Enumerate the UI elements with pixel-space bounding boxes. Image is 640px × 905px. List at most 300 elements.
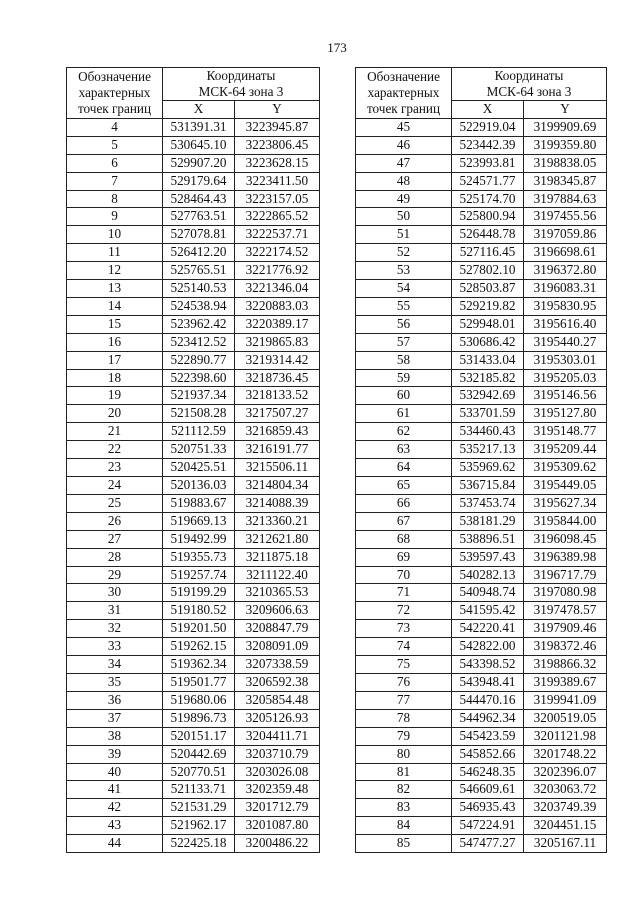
coordinate-y: 3196389.98 bbox=[524, 548, 607, 566]
coordinate-y: 3204411.71 bbox=[235, 727, 320, 745]
coordinate-x: 535217.13 bbox=[452, 441, 524, 459]
coordinate-y: 3221776.92 bbox=[235, 262, 320, 280]
table-row bbox=[356, 494, 607, 512]
coordinate-y: 3200519.05 bbox=[524, 709, 607, 727]
header-point-designation-line: Обозначение bbox=[78, 68, 151, 84]
coordinate-y: 3195209.44 bbox=[524, 441, 607, 459]
point-number: 46 bbox=[356, 136, 452, 154]
coordinate-y: 3208847.79 bbox=[235, 620, 320, 638]
coordinate-x: 529219.82 bbox=[452, 297, 524, 315]
header-x: X bbox=[163, 101, 235, 119]
table-row bbox=[356, 208, 607, 226]
header-point-designation-line: характерных bbox=[367, 84, 440, 100]
coordinate-x: 523442.39 bbox=[452, 136, 524, 154]
coordinate-x: 525140.53 bbox=[163, 280, 235, 298]
coordinate-x: 528503.87 bbox=[452, 280, 524, 298]
table-row bbox=[356, 154, 607, 172]
table-row bbox=[67, 745, 320, 763]
table-row bbox=[356, 369, 607, 387]
table-row bbox=[67, 709, 320, 727]
table-row bbox=[356, 477, 607, 495]
coordinate-y: 3222865.52 bbox=[235, 208, 320, 226]
header-coordinates-line: Координаты bbox=[494, 68, 564, 83]
header-coordinates-line: МСК-64 зона 3 bbox=[198, 84, 284, 99]
table-row bbox=[67, 835, 320, 853]
coordinate-y: 3195627.34 bbox=[524, 494, 607, 512]
point-number: 14 bbox=[67, 297, 163, 315]
table-row bbox=[67, 459, 320, 477]
coordinate-x: 539597.43 bbox=[452, 548, 524, 566]
point-number: 76 bbox=[356, 673, 452, 691]
table-row bbox=[67, 190, 320, 208]
table-row bbox=[356, 781, 607, 799]
coordinate-y: 3223411.50 bbox=[235, 172, 320, 190]
table-row bbox=[356, 387, 607, 405]
coordinates-table-left bbox=[66, 67, 320, 853]
point-number: 5 bbox=[67, 136, 163, 154]
point-number: 10 bbox=[67, 226, 163, 244]
coordinate-y: 3203749.39 bbox=[524, 799, 607, 817]
coordinate-y: 3214804.34 bbox=[235, 477, 320, 495]
coordinate-x: 526412.20 bbox=[163, 244, 235, 262]
table-row bbox=[67, 172, 320, 190]
coordinate-x: 519680.06 bbox=[163, 691, 235, 709]
coordinate-x: 520425.51 bbox=[163, 459, 235, 477]
point-number: 65 bbox=[356, 477, 452, 495]
coordinate-x: 533701.59 bbox=[452, 405, 524, 423]
coordinate-x: 529907.20 bbox=[163, 154, 235, 172]
coordinate-y: 3216191.77 bbox=[235, 441, 320, 459]
point-number: 73 bbox=[356, 620, 452, 638]
point-number: 56 bbox=[356, 315, 452, 333]
coordinate-y: 3195148.77 bbox=[524, 423, 607, 441]
point-number: 71 bbox=[356, 584, 452, 602]
point-number: 83 bbox=[356, 799, 452, 817]
coordinate-x: 532942.69 bbox=[452, 387, 524, 405]
point-number: 85 bbox=[356, 835, 452, 853]
table-row bbox=[67, 512, 320, 530]
table-row bbox=[356, 673, 607, 691]
coordinate-y: 3223806.45 bbox=[235, 136, 320, 154]
coordinate-x: 546609.61 bbox=[452, 781, 524, 799]
coordinates-table-right bbox=[355, 67, 607, 853]
coordinate-x: 530645.10 bbox=[163, 136, 235, 154]
table-row bbox=[356, 584, 607, 602]
coordinate-y: 3195146.56 bbox=[524, 387, 607, 405]
coordinate-x: 521962.17 bbox=[163, 817, 235, 835]
coordinate-y: 3213360.21 bbox=[235, 512, 320, 530]
coordinate-y: 3204451.15 bbox=[524, 817, 607, 835]
point-number: 42 bbox=[67, 799, 163, 817]
coordinate-x: 544470.16 bbox=[452, 691, 524, 709]
coordinate-x: 544962.34 bbox=[452, 709, 524, 727]
coordinate-y: 3195440.27 bbox=[524, 333, 607, 351]
coordinate-x: 531391.31 bbox=[163, 118, 235, 136]
coordinate-y: 3195127.80 bbox=[524, 405, 607, 423]
point-number: 40 bbox=[67, 763, 163, 781]
coordinate-y: 3201087.80 bbox=[235, 817, 320, 835]
header-x: X bbox=[452, 101, 524, 119]
table-row bbox=[356, 351, 607, 369]
coordinate-y: 3205167.11 bbox=[524, 835, 607, 853]
coordinate-y: 3206592.38 bbox=[235, 673, 320, 691]
point-number: 19 bbox=[67, 387, 163, 405]
table-row bbox=[356, 548, 607, 566]
coordinate-x: 537453.74 bbox=[452, 494, 524, 512]
coordinate-y: 3201748.22 bbox=[524, 745, 607, 763]
coordinate-x: 527802.10 bbox=[452, 262, 524, 280]
coordinate-y: 3196372.80 bbox=[524, 262, 607, 280]
coordinate-y: 3197455.56 bbox=[524, 208, 607, 226]
coordinate-y: 3198345.87 bbox=[524, 172, 607, 190]
coordinate-x: 520751.33 bbox=[163, 441, 235, 459]
table-row bbox=[356, 172, 607, 190]
coordinate-x: 530686.42 bbox=[452, 333, 524, 351]
point-number: 61 bbox=[356, 405, 452, 423]
point-number: 72 bbox=[356, 602, 452, 620]
coordinate-y: 3207338.59 bbox=[235, 656, 320, 674]
coordinate-x: 526448.78 bbox=[452, 226, 524, 244]
point-number: 27 bbox=[67, 530, 163, 548]
coordinate-y: 3195616.40 bbox=[524, 315, 607, 333]
table-row bbox=[67, 154, 320, 172]
coordinate-y: 3195844.00 bbox=[524, 512, 607, 530]
coordinate-x: 522398.60 bbox=[163, 369, 235, 387]
table-row bbox=[356, 620, 607, 638]
point-number: 59 bbox=[356, 369, 452, 387]
point-number: 50 bbox=[356, 208, 452, 226]
coordinate-y: 3195303.01 bbox=[524, 351, 607, 369]
coordinate-y: 3211875.18 bbox=[235, 548, 320, 566]
coordinate-x: 547477.27 bbox=[452, 835, 524, 853]
point-number: 17 bbox=[67, 351, 163, 369]
coordinate-y: 3202396.07 bbox=[524, 763, 607, 781]
point-number: 35 bbox=[67, 673, 163, 691]
coordinate-y: 3199941.09 bbox=[524, 691, 607, 709]
table-row bbox=[67, 351, 320, 369]
coordinate-y: 3197478.57 bbox=[524, 602, 607, 620]
coordinate-x: 521508.28 bbox=[163, 405, 235, 423]
point-number: 52 bbox=[356, 244, 452, 262]
coordinate-x: 523412.52 bbox=[163, 333, 235, 351]
coordinate-y: 3201121.98 bbox=[524, 727, 607, 745]
point-number: 78 bbox=[356, 709, 452, 727]
point-number: 51 bbox=[356, 226, 452, 244]
table-row bbox=[356, 297, 607, 315]
coordinate-y: 3223628.15 bbox=[235, 154, 320, 172]
point-number: 20 bbox=[67, 405, 163, 423]
table-row bbox=[67, 494, 320, 512]
coordinate-y: 3203026.08 bbox=[235, 763, 320, 781]
coordinate-y: 3212621.80 bbox=[235, 530, 320, 548]
point-number: 69 bbox=[356, 548, 452, 566]
table-row bbox=[67, 405, 320, 423]
coordinate-y: 3220389.17 bbox=[235, 315, 320, 333]
point-number: 80 bbox=[356, 745, 452, 763]
table-row bbox=[67, 118, 320, 136]
point-number: 23 bbox=[67, 459, 163, 477]
coordinate-y: 3198866.32 bbox=[524, 656, 607, 674]
coordinate-y: 3216859.43 bbox=[235, 423, 320, 441]
coordinate-y: 3222174.52 bbox=[235, 244, 320, 262]
coordinate-x: 538896.51 bbox=[452, 530, 524, 548]
point-number: 54 bbox=[356, 280, 452, 298]
point-number: 48 bbox=[356, 172, 452, 190]
table-row bbox=[67, 333, 320, 351]
header-coordinates bbox=[452, 68, 607, 101]
coordinate-x: 543398.52 bbox=[452, 656, 524, 674]
coordinate-y: 3218736.45 bbox=[235, 369, 320, 387]
coordinate-x: 547224.91 bbox=[452, 817, 524, 835]
coordinate-y: 3195205.03 bbox=[524, 369, 607, 387]
point-number: 12 bbox=[67, 262, 163, 280]
header-coordinates-line: Координаты bbox=[206, 68, 276, 83]
coordinate-x: 525800.94 bbox=[452, 208, 524, 226]
point-number: 66 bbox=[356, 494, 452, 512]
point-number: 4 bbox=[67, 118, 163, 136]
coordinate-y: 3195449.05 bbox=[524, 477, 607, 495]
table-row bbox=[67, 817, 320, 835]
coordinate-x: 519257.74 bbox=[163, 566, 235, 584]
point-number: 57 bbox=[356, 333, 452, 351]
coordinate-y: 3205854.48 bbox=[235, 691, 320, 709]
coordinate-x: 529179.64 bbox=[163, 172, 235, 190]
coordinate-x: 522890.77 bbox=[163, 351, 235, 369]
table-row bbox=[67, 244, 320, 262]
table-row bbox=[67, 638, 320, 656]
point-number: 9 bbox=[67, 208, 163, 226]
table-row bbox=[356, 530, 607, 548]
coordinate-x: 521531.29 bbox=[163, 799, 235, 817]
coordinate-x: 519669.13 bbox=[163, 512, 235, 530]
point-number: 68 bbox=[356, 530, 452, 548]
coordinate-x: 519362.34 bbox=[163, 656, 235, 674]
point-number: 24 bbox=[67, 477, 163, 495]
coordinate-y: 3222537.71 bbox=[235, 226, 320, 244]
table-row bbox=[356, 459, 607, 477]
coordinate-x: 545423.59 bbox=[452, 727, 524, 745]
coordinate-x: 519201.50 bbox=[163, 620, 235, 638]
point-number: 32 bbox=[67, 620, 163, 638]
coordinate-x: 527116.45 bbox=[452, 244, 524, 262]
table-row bbox=[356, 835, 607, 853]
table-row bbox=[356, 226, 607, 244]
point-number: 49 bbox=[356, 190, 452, 208]
table-row bbox=[356, 602, 607, 620]
coordinate-y: 3197059.86 bbox=[524, 226, 607, 244]
coordinate-y: 3223157.05 bbox=[235, 190, 320, 208]
coordinate-y: 3197909.46 bbox=[524, 620, 607, 638]
table-row bbox=[356, 333, 607, 351]
table-row bbox=[67, 226, 320, 244]
table-row bbox=[67, 315, 320, 333]
point-number: 67 bbox=[356, 512, 452, 530]
point-number: 38 bbox=[67, 727, 163, 745]
coordinate-y: 3209606.63 bbox=[235, 602, 320, 620]
point-number: 55 bbox=[356, 297, 452, 315]
coordinate-y: 3214088.39 bbox=[235, 494, 320, 512]
point-number: 34 bbox=[67, 656, 163, 674]
coordinate-y: 3196098.45 bbox=[524, 530, 607, 548]
coordinate-x: 522919.04 bbox=[452, 118, 524, 136]
coordinate-x: 527763.51 bbox=[163, 208, 235, 226]
coordinate-y: 3217507.27 bbox=[235, 405, 320, 423]
point-number: 47 bbox=[356, 154, 452, 172]
coordinate-x: 519199.29 bbox=[163, 584, 235, 602]
table-row bbox=[356, 136, 607, 154]
coordinate-y: 3197884.63 bbox=[524, 190, 607, 208]
coordinate-x: 542822.00 bbox=[452, 638, 524, 656]
coordinate-y: 3199389.67 bbox=[524, 673, 607, 691]
coordinate-x: 543948.41 bbox=[452, 673, 524, 691]
coordinate-x: 522425.18 bbox=[163, 835, 235, 853]
coordinate-x: 540282.13 bbox=[452, 566, 524, 584]
coordinate-x: 521937.34 bbox=[163, 387, 235, 405]
point-number: 60 bbox=[356, 387, 452, 405]
table-row bbox=[67, 566, 320, 584]
coordinate-x: 520770.51 bbox=[163, 763, 235, 781]
point-number: 63 bbox=[356, 441, 452, 459]
point-number: 6 bbox=[67, 154, 163, 172]
coordinate-y: 3195309.62 bbox=[524, 459, 607, 477]
coordinate-y: 3219314.42 bbox=[235, 351, 320, 369]
point-number: 15 bbox=[67, 315, 163, 333]
coordinate-y: 3203063.72 bbox=[524, 781, 607, 799]
coordinate-x: 525765.51 bbox=[163, 262, 235, 280]
coordinate-y: 3202359.48 bbox=[235, 781, 320, 799]
coordinate-y: 3198838.05 bbox=[524, 154, 607, 172]
header-point-designation-line: Обозначение bbox=[367, 68, 440, 84]
point-number: 53 bbox=[356, 262, 452, 280]
coordinate-y: 3200486.22 bbox=[235, 835, 320, 853]
table-row bbox=[356, 315, 607, 333]
table-row bbox=[356, 190, 607, 208]
coordinate-x: 520151.17 bbox=[163, 727, 235, 745]
coordinate-y: 3201712.79 bbox=[235, 799, 320, 817]
point-number: 45 bbox=[356, 118, 452, 136]
coordinate-y: 3196698.61 bbox=[524, 244, 607, 262]
point-number: 41 bbox=[67, 781, 163, 799]
coordinate-x: 534460.43 bbox=[452, 423, 524, 441]
table-row bbox=[67, 136, 320, 154]
table-row bbox=[67, 763, 320, 781]
table-row bbox=[67, 530, 320, 548]
point-number: 30 bbox=[67, 584, 163, 602]
point-number: 11 bbox=[67, 244, 163, 262]
point-number: 64 bbox=[356, 459, 452, 477]
table-row bbox=[356, 817, 607, 835]
coordinate-x: 519355.73 bbox=[163, 548, 235, 566]
point-number: 22 bbox=[67, 441, 163, 459]
table-row bbox=[67, 781, 320, 799]
point-number: 16 bbox=[67, 333, 163, 351]
table-row bbox=[67, 727, 320, 745]
point-number: 39 bbox=[67, 745, 163, 763]
point-number: 82 bbox=[356, 781, 452, 799]
table-row bbox=[356, 745, 607, 763]
table-row bbox=[67, 620, 320, 638]
point-number: 74 bbox=[356, 638, 452, 656]
point-number: 26 bbox=[67, 512, 163, 530]
table-row bbox=[67, 387, 320, 405]
table-row bbox=[67, 656, 320, 674]
point-number: 7 bbox=[67, 172, 163, 190]
table-row bbox=[356, 512, 607, 530]
header-point-designation-line: точек границ bbox=[77, 100, 152, 116]
table-row bbox=[356, 423, 607, 441]
point-number: 18 bbox=[67, 369, 163, 387]
coordinate-y: 3197080.98 bbox=[524, 584, 607, 602]
coordinate-y: 3218133.52 bbox=[235, 387, 320, 405]
coordinate-x: 519492.99 bbox=[163, 530, 235, 548]
point-number: 28 bbox=[67, 548, 163, 566]
point-number: 84 bbox=[356, 817, 452, 835]
header-y: Y bbox=[524, 101, 607, 119]
coordinate-x: 528464.43 bbox=[163, 190, 235, 208]
coordinate-x: 521133.71 bbox=[163, 781, 235, 799]
coordinate-y: 3219865.83 bbox=[235, 333, 320, 351]
coordinate-y: 3196717.79 bbox=[524, 566, 607, 584]
table-row bbox=[356, 656, 607, 674]
point-number: 75 bbox=[356, 656, 452, 674]
point-number: 25 bbox=[67, 494, 163, 512]
coordinate-x: 540948.74 bbox=[452, 584, 524, 602]
table-row bbox=[356, 691, 607, 709]
table-row bbox=[67, 280, 320, 298]
coordinate-x: 519501.77 bbox=[163, 673, 235, 691]
point-number: 36 bbox=[67, 691, 163, 709]
coordinate-y: 3198372.46 bbox=[524, 638, 607, 656]
table-row bbox=[67, 584, 320, 602]
point-number: 31 bbox=[67, 602, 163, 620]
point-number: 33 bbox=[67, 638, 163, 656]
coordinate-x: 523993.81 bbox=[452, 154, 524, 172]
coordinate-x: 546248.35 bbox=[452, 763, 524, 781]
coordinate-y: 3223945.87 bbox=[235, 118, 320, 136]
table-row bbox=[356, 638, 607, 656]
point-number: 44 bbox=[67, 835, 163, 853]
coordinate-x: 524538.94 bbox=[163, 297, 235, 315]
table-row bbox=[67, 548, 320, 566]
table-row bbox=[67, 297, 320, 315]
coordinate-y: 3208091.09 bbox=[235, 638, 320, 656]
table-row bbox=[356, 709, 607, 727]
table-row bbox=[67, 423, 320, 441]
point-number: 77 bbox=[356, 691, 452, 709]
coordinate-x: 535969.62 bbox=[452, 459, 524, 477]
point-number: 13 bbox=[67, 280, 163, 298]
header-y: Y bbox=[235, 101, 320, 119]
header-coordinates-line: МСК-64 зона 3 bbox=[486, 84, 572, 99]
table-row bbox=[356, 244, 607, 262]
coordinate-y: 3195830.95 bbox=[524, 297, 607, 315]
table-row bbox=[67, 673, 320, 691]
page-number: 173 bbox=[327, 40, 347, 55]
table-row bbox=[67, 208, 320, 226]
table-row bbox=[356, 566, 607, 584]
coordinate-x: 527078.81 bbox=[163, 226, 235, 244]
coordinate-x: 525174.70 bbox=[452, 190, 524, 208]
coordinate-x: 519883.67 bbox=[163, 494, 235, 512]
table-row bbox=[356, 763, 607, 781]
point-number: 62 bbox=[356, 423, 452, 441]
coordinate-y: 3215506.11 bbox=[235, 459, 320, 477]
table-row bbox=[356, 727, 607, 745]
coordinate-x: 532185.82 bbox=[452, 369, 524, 387]
coordinate-x: 536715.84 bbox=[452, 477, 524, 495]
table-row bbox=[67, 262, 320, 280]
table-row bbox=[356, 280, 607, 298]
